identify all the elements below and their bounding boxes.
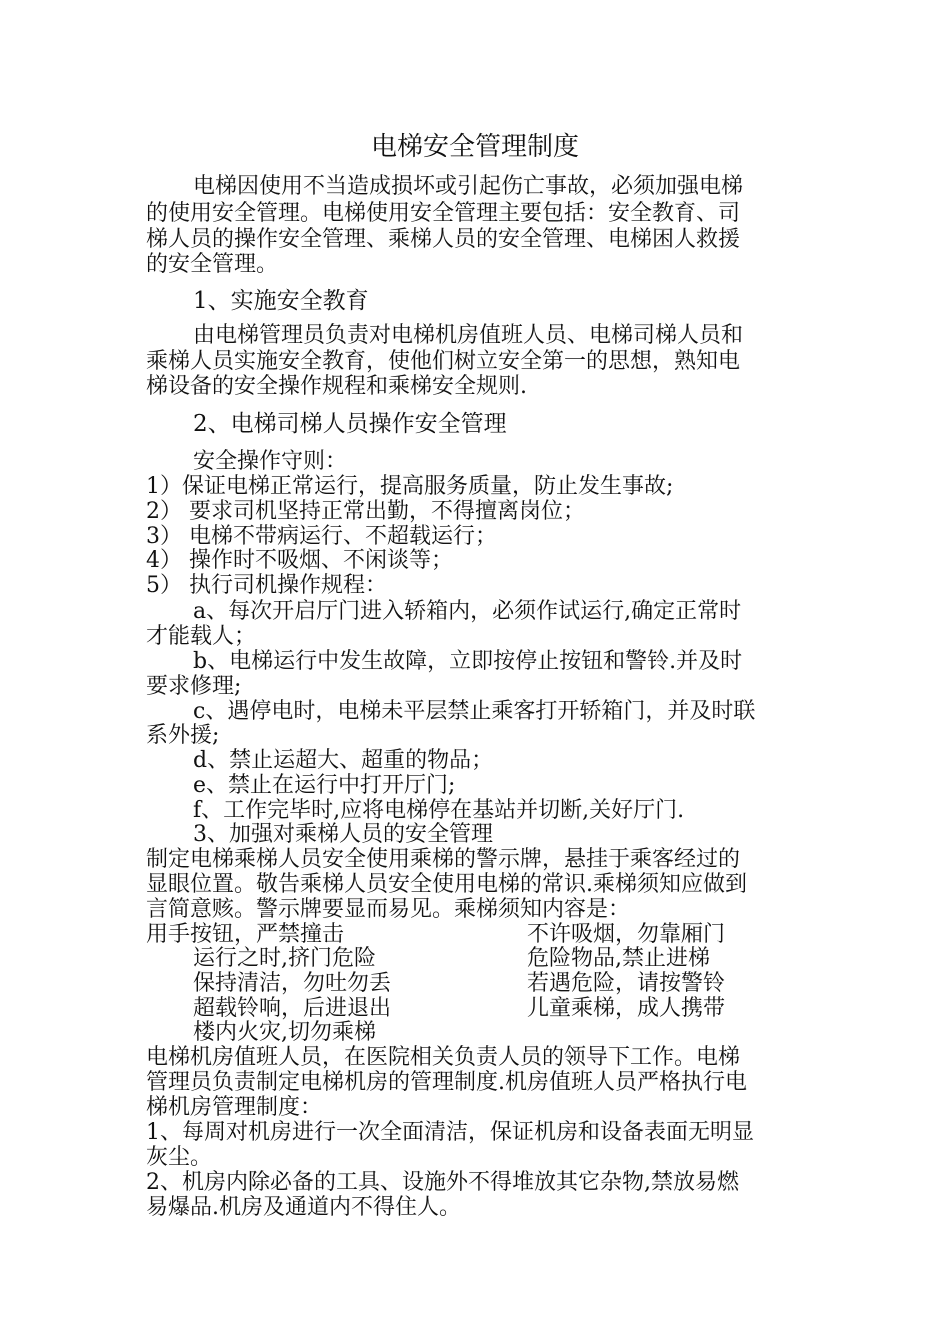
notice-left: 楼内火灾,切勿乘梯 [193, 1020, 376, 1045]
notice-left: 超载铃响，后进退出 [193, 996, 392, 1021]
paragraph-line: 电梯机房值班人员，在医院相关负责人员的领导下工作。电梯 [146, 1045, 741, 1070]
paragraph-line: 言简意赅。警示牌要显而易见。乘梯须知内容是： [146, 897, 631, 922]
section-heading-2: 2、电梯司梯人员操作安全管理 [193, 411, 507, 437]
notice-right: 儿童乘梯，成人携带 [527, 996, 726, 1021]
notice-left: 保持清洁，勿吐勿丢 [193, 971, 392, 996]
subrule-line: a、每次开启厅门进入轿箱内，必须作试运行,确定正常时 [193, 599, 742, 624]
notice-right: 不许吸烟，勿靠厢门 [527, 922, 726, 947]
notice-right: 危险物品,禁止进梯 [527, 946, 710, 971]
subrule-line: 要求修理; [146, 674, 242, 699]
subrule-line: 才能载人； [146, 624, 257, 649]
rule-item: 5） 执行司机操作规程： [146, 573, 387, 598]
rules-heading: 安全操作守则： [193, 449, 348, 474]
rule-item: 1）保证电梯正常运行，提高服务质量，防止发生事故; [146, 474, 674, 499]
subrule-line: c、遇停电时，电梯未平层禁止乘客打开轿箱门，并及时联 [193, 699, 756, 724]
paragraph-line: 易爆品.机房及通道内不得住人。 [146, 1195, 461, 1220]
paragraph-line: 2、机房内除必备的工具、设施外不得堆放其它杂物,禁放易燃 [146, 1170, 739, 1195]
paragraph-line: 管理员负责制定电梯机房的管理制度.机房值班人员严格执行电 [146, 1070, 747, 1095]
rule-item: 3） 电梯不带病运行、不超载运行； [146, 524, 497, 549]
section-heading-3: 3、加强对乘梯人员的安全管理 [193, 822, 493, 847]
subrule-line: 系外援; [146, 723, 220, 748]
intro-line: 的使用安全管理。电梯使用安全管理主要包括：安全教育、司 [146, 201, 741, 226]
rule-item: 4） 操作时不吸烟、不闲谈等； [146, 548, 453, 573]
section-heading-1: 1、实施安全教育 [193, 288, 369, 314]
paragraph-line: 1、每周对机房进行一次全面清洁，保证机房和设备表面无明显 [146, 1120, 754, 1145]
intro-line: 电梯因使用不当造成损坏或引起伤亡事故，必须加强电梯 [193, 174, 744, 199]
paragraph-line: 乘梯人员实施安全教育，使他们树立安全第一的思想，熟知电 [146, 349, 741, 374]
notice-right: 若遇危险，请按警铃 [527, 971, 726, 996]
document-title: 电梯安全管理制度 [370, 132, 579, 162]
subrule-line: d、禁止运超大、超重的物品； [193, 748, 494, 773]
subrule-line: f、工作完毕时,应将电梯停在基站并切断,关好厅门. [193, 798, 685, 823]
paragraph-line: 灰尘。 [146, 1145, 213, 1170]
intro-line: 的安全管理。 [146, 252, 279, 277]
subrule-line: b、电梯运行中发生故障，立即按停止按钮和警铃.并及时 [193, 649, 743, 674]
paragraph-line: 制定电梯乘梯人员安全使用乘梯的警示牌，悬挂于乘客经过的 [146, 847, 741, 872]
paragraph-line: 显眼位置。敬告乘梯人员安全使用电梯的常识.乘梯须知应做到 [146, 872, 747, 897]
paragraph-line: 由电梯管理员负责对电梯机房值班人员、电梯司梯人员和 [193, 323, 744, 348]
notice-left: 用手按钮，严禁撞击 [146, 922, 345, 947]
notice-left: 运行之时,挤门危险 [193, 946, 376, 971]
rule-item: 2） 要求司机坚持正常出勤，不得擅离岗位； [146, 499, 585, 524]
subrule-line: e、禁止在运行中打开厅门; [193, 773, 456, 798]
paragraph-line: 梯机房管理制度： [146, 1095, 323, 1120]
intro-line: 梯人员的操作安全管理、乘梯人员的安全管理、电梯困人救援 [146, 227, 741, 252]
paragraph-line: 梯设备的安全操作规程和乘梯安全规则. [146, 374, 527, 399]
